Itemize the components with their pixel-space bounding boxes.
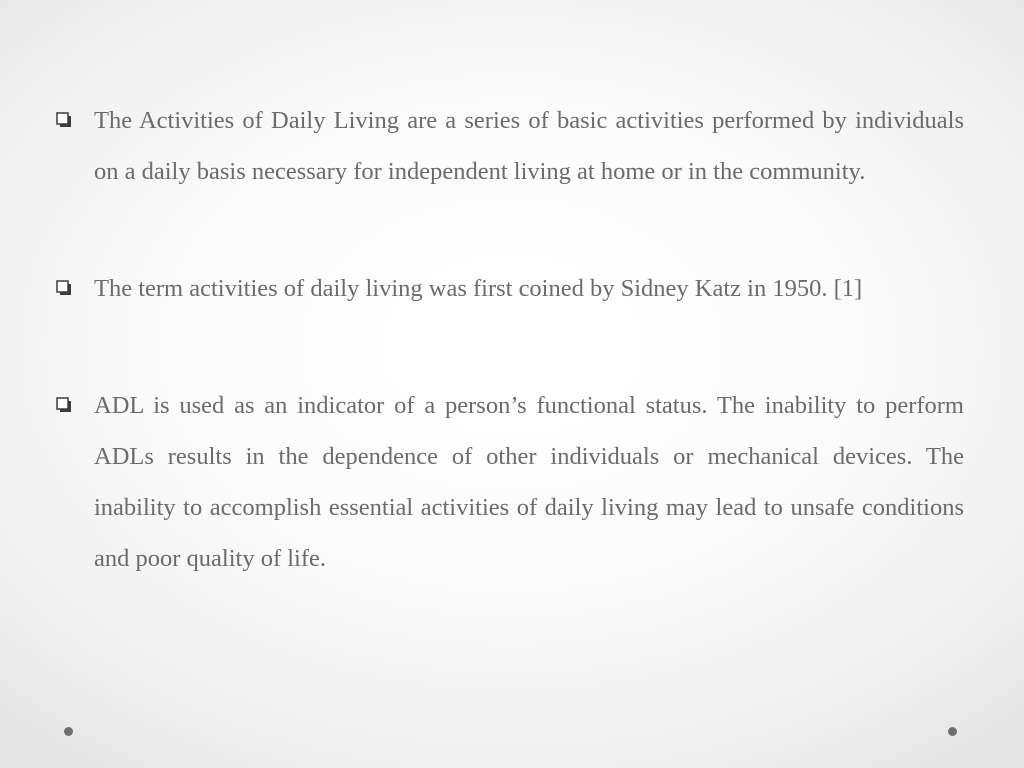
bullet-item <box>56 263 964 314</box>
bullet-text: ADL is used as an indicator of a person’s functional status. The inability to perform ADLs results in the dependence of other individuals or mechanical devices. The inability to accomplish essential activities of daily living may lead to unsafe conditions and poor quality of life. <box>94 392 964 572</box>
bullet-item <box>56 380 964 584</box>
bottom-right-dot-icon <box>948 727 957 736</box>
bullet-list <box>56 95 964 584</box>
checkbox-square-icon <box>56 280 72 296</box>
bullet-text: The term activities of daily living was first coined by Sidney Katz in 1950. [1] <box>94 275 863 302</box>
checkbox-square-icon <box>56 397 72 413</box>
bottom-left-dot-icon <box>64 727 73 736</box>
bullet-item <box>56 95 964 197</box>
checkbox-square-icon <box>56 112 72 128</box>
bullet-text: The Activities of Daily Living are a series of basic activities performed by individuals on a daily basis necessary for independent living at home or in the community. <box>94 107 964 185</box>
